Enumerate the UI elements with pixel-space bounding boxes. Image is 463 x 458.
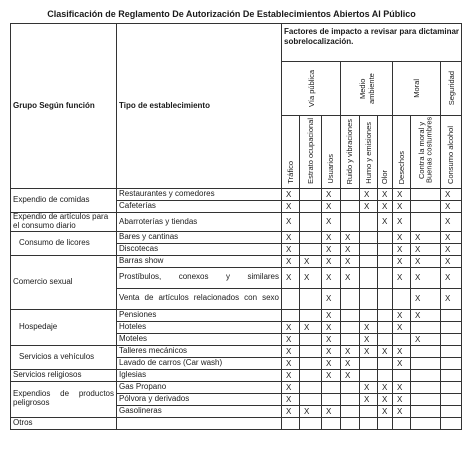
impact-mark: [300, 357, 322, 369]
impact-mark: [300, 381, 322, 393]
impact-mark: [411, 189, 441, 201]
impact-mark: X: [282, 321, 300, 333]
establishment-type: Venta de artículos relacionados con sexo: [117, 288, 282, 309]
impact-mark: X: [322, 405, 341, 417]
impact-mark: X: [393, 231, 411, 243]
impact-mark: X: [322, 231, 341, 243]
header-factor-label: Estrato ocupacional: [305, 118, 315, 184]
impact-mark: X: [282, 393, 300, 405]
impact-mark: X: [441, 288, 462, 309]
impact-mark: X: [341, 243, 360, 255]
impact-mark: [360, 213, 378, 232]
impact-mark: X: [441, 201, 462, 213]
table-row: [11, 345, 462, 357]
impact-mark: X: [360, 201, 378, 213]
impact-mark: [360, 243, 378, 255]
impact-mark: X: [300, 267, 322, 288]
header-factor-label: Ruido y vibraciones: [345, 118, 355, 184]
impact-mark: X: [341, 357, 360, 369]
impact-mark: [393, 288, 411, 309]
impact-mark: X: [393, 189, 411, 201]
header-factor: [360, 116, 378, 189]
impact-mark: X: [393, 321, 411, 333]
impact-mark: X: [393, 267, 411, 288]
impact-mark: [341, 309, 360, 321]
establishment-type: Prostíbulos, conexos y similares: [117, 267, 282, 288]
impact-mark: X: [282, 243, 300, 255]
header-factor-label: Contra la moral y Buenas costumbres: [417, 116, 434, 184]
impact-mark: X: [322, 321, 341, 333]
impact-mark: X: [322, 369, 341, 381]
impact-mark: [360, 417, 378, 429]
impact-mark: X: [393, 243, 411, 255]
impact-mark: [300, 393, 322, 405]
impact-mark: [441, 357, 462, 369]
impact-mark: X: [341, 369, 360, 381]
impact-mark: [341, 333, 360, 345]
group-name: Hospedaje: [11, 309, 117, 345]
impact-mark: [441, 393, 462, 405]
impact-mark: [360, 267, 378, 288]
group-name: Expendios de productos peligrosos: [11, 381, 117, 417]
classification-table: [10, 23, 462, 430]
table-row: [11, 189, 462, 201]
header-category-label: Seguridad: [446, 71, 456, 106]
impact-mark: [360, 255, 378, 267]
impact-mark: [341, 381, 360, 393]
impact-mark: [282, 417, 300, 429]
impact-mark: [441, 381, 462, 393]
establishment-type: Gasolineras: [117, 405, 282, 417]
impact-mark: X: [300, 255, 322, 267]
impact-mark: X: [341, 345, 360, 357]
header-factor-label: Humo y emisiones: [363, 122, 373, 184]
impact-mark: X: [322, 345, 341, 357]
impact-mark: [378, 243, 393, 255]
header-tipo: Tipo de establecimiento: [117, 24, 282, 189]
impact-mark: [378, 321, 393, 333]
header-category-label: Vía pública: [306, 69, 316, 108]
impact-mark: [341, 288, 360, 309]
impact-mark: [411, 357, 441, 369]
impact-mark: X: [393, 309, 411, 321]
impact-mark: X: [393, 381, 411, 393]
impact-mark: X: [441, 189, 462, 201]
header-factor-label: Desechos: [396, 150, 406, 184]
impact-mark: [378, 255, 393, 267]
impact-mark: X: [282, 381, 300, 393]
impact-mark: X: [322, 213, 341, 232]
impact-mark: [300, 231, 322, 243]
impact-mark: [341, 213, 360, 232]
table-header: [11, 24, 462, 189]
impact-mark: X: [378, 213, 393, 232]
header-category-label: Moral: [412, 79, 421, 98]
impact-mark: X: [393, 393, 411, 405]
impact-mark: [322, 381, 341, 393]
impact-mark: [441, 321, 462, 333]
impact-mark: [300, 309, 322, 321]
table-row: [11, 309, 462, 321]
impact-mark: X: [341, 231, 360, 243]
impact-mark: X: [393, 201, 411, 213]
impact-mark: [378, 288, 393, 309]
header-grupo: Grupo Según función: [11, 24, 117, 189]
impact-mark: [378, 357, 393, 369]
impact-mark: X: [411, 243, 441, 255]
impact-mark: X: [322, 255, 341, 267]
impact-mark: X: [411, 255, 441, 267]
impact-mark: X: [360, 333, 378, 345]
impact-mark: X: [282, 345, 300, 357]
impact-mark: [411, 381, 441, 393]
header-factor: [393, 116, 411, 189]
table-row: [11, 255, 462, 267]
impact-mark: [411, 321, 441, 333]
establishment-type: Pólvora y derivados: [117, 393, 282, 405]
impact-mark: [378, 369, 393, 381]
impact-mark: [341, 189, 360, 201]
impact-mark: [378, 267, 393, 288]
impact-mark: [300, 417, 322, 429]
impact-mark: [411, 405, 441, 417]
impact-mark: [378, 333, 393, 345]
header-category: [341, 62, 393, 116]
header-factores: Factores de impacto a revisar para dictaminar sobrelocalización.: [282, 24, 462, 62]
impact-mark: [341, 405, 360, 417]
impact-mark: [300, 189, 322, 201]
header-factor-label: Olor: [380, 169, 390, 184]
header-category: [282, 62, 341, 116]
impact-mark: [360, 231, 378, 243]
establishment-type: Barras show: [117, 255, 282, 267]
impact-mark: X: [378, 393, 393, 405]
impact-mark: [441, 405, 462, 417]
group-name: Otros: [11, 417, 117, 429]
impact-mark: [411, 393, 441, 405]
impact-mark: [378, 309, 393, 321]
group-name: Comercio sexual: [11, 255, 117, 309]
impact-mark: X: [322, 189, 341, 201]
impact-mark: [378, 417, 393, 429]
impact-mark: X: [393, 213, 411, 232]
impact-mark: [411, 213, 441, 232]
impact-mark: X: [300, 405, 322, 417]
impact-mark: X: [282, 333, 300, 345]
establishment-type: Discotecas: [117, 243, 282, 255]
impact-mark: X: [341, 255, 360, 267]
impact-mark: X: [378, 189, 393, 201]
impact-mark: [300, 369, 322, 381]
impact-mark: [300, 333, 322, 345]
header-factor: [411, 116, 441, 189]
impact-mark: [360, 357, 378, 369]
impact-mark: [441, 333, 462, 345]
establishment-type: Pensiones: [117, 309, 282, 321]
impact-mark: [300, 213, 322, 232]
impact-mark: [393, 417, 411, 429]
impact-mark: [360, 309, 378, 321]
impact-mark: X: [393, 405, 411, 417]
establishment-type: Talleres mecánicos: [117, 345, 282, 357]
impact-mark: [282, 309, 300, 321]
impact-mark: [411, 201, 441, 213]
impact-mark: [300, 345, 322, 357]
establishment-type: Hoteles: [117, 321, 282, 333]
impact-mark: [378, 231, 393, 243]
establishment-type: Bares y cantinas: [117, 231, 282, 243]
impact-mark: [441, 369, 462, 381]
header-category: [441, 62, 462, 116]
impact-mark: [282, 288, 300, 309]
impact-mark: X: [322, 243, 341, 255]
establishment-type: Lavado de carros (Car wash): [117, 357, 282, 369]
impact-mark: [341, 201, 360, 213]
impact-mark: X: [282, 255, 300, 267]
impact-mark: [322, 393, 341, 405]
impact-mark: [393, 369, 411, 381]
impact-mark: [441, 417, 462, 429]
table-row: [11, 417, 462, 429]
establishment-type: [117, 417, 282, 429]
establishment-type: Moteles: [117, 333, 282, 345]
establishment-type: Restaurantes y comedores: [117, 189, 282, 201]
group-name: Consumo de licores: [11, 231, 117, 255]
impact-mark: X: [282, 213, 300, 232]
impact-mark: X: [360, 345, 378, 357]
impact-mark: X: [360, 321, 378, 333]
impact-mark: [300, 243, 322, 255]
impact-mark: [393, 333, 411, 345]
impact-mark: X: [322, 201, 341, 213]
impact-mark: X: [282, 369, 300, 381]
establishment-type: Iglesias: [117, 369, 282, 381]
impact-mark: X: [282, 357, 300, 369]
header-category-label: Medio ambiente: [357, 73, 376, 104]
impact-mark: X: [282, 405, 300, 417]
impact-mark: X: [441, 243, 462, 255]
impact-mark: X: [360, 393, 378, 405]
group-name: Expendio de artículos para el consumo diario: [11, 213, 117, 232]
impact-mark: [360, 405, 378, 417]
header-factor: [441, 116, 462, 189]
impact-mark: X: [441, 231, 462, 243]
header-factor: [282, 116, 300, 189]
impact-mark: X: [282, 231, 300, 243]
impact-mark: [360, 288, 378, 309]
impact-mark: [411, 369, 441, 381]
impact-mark: X: [441, 267, 462, 288]
impact-mark: X: [282, 189, 300, 201]
impact-mark: X: [282, 267, 300, 288]
impact-mark: [411, 345, 441, 357]
impact-mark: X: [378, 405, 393, 417]
impact-mark: X: [341, 267, 360, 288]
header-factor: [378, 116, 393, 189]
impact-mark: X: [393, 345, 411, 357]
impact-mark: X: [322, 309, 341, 321]
table-row: [11, 381, 462, 393]
impact-mark: X: [300, 321, 322, 333]
impact-mark: X: [393, 255, 411, 267]
header-factor-label: Consumo alcohol: [446, 126, 456, 184]
impact-mark: X: [360, 381, 378, 393]
group-name: Servicios a vehículos: [11, 345, 117, 369]
impact-mark: X: [378, 345, 393, 357]
impact-mark: X: [378, 201, 393, 213]
impact-mark: X: [411, 231, 441, 243]
table-row: [11, 213, 462, 232]
impact-mark: [300, 201, 322, 213]
impact-mark: [300, 288, 322, 309]
page-title: Clasificación de Reglamento De Autorización De Establecimientos Abiertos Al Público: [47, 9, 416, 19]
impact-mark: X: [360, 189, 378, 201]
header-factor: [300, 116, 322, 189]
impact-mark: X: [282, 201, 300, 213]
header-factor: [322, 116, 341, 189]
table-body: [11, 189, 462, 430]
group-name: Servicios religiosos: [11, 369, 117, 381]
impact-mark: X: [411, 288, 441, 309]
impact-mark: X: [393, 357, 411, 369]
impact-mark: X: [322, 288, 341, 309]
impact-mark: X: [322, 267, 341, 288]
impact-mark: X: [322, 333, 341, 345]
impact-mark: [441, 345, 462, 357]
impact-mark: [341, 393, 360, 405]
group-name: Expendio de comidas: [11, 189, 117, 213]
impact-mark: [341, 321, 360, 333]
impact-mark: X: [411, 267, 441, 288]
impact-mark: X: [411, 333, 441, 345]
impact-mark: [341, 417, 360, 429]
impact-mark: X: [441, 213, 462, 232]
table-row: [11, 369, 462, 381]
header-factor: [341, 116, 360, 189]
establishment-type: Cafeterías: [117, 201, 282, 213]
impact-mark: X: [411, 309, 441, 321]
impact-mark: [441, 309, 462, 321]
establishment-type: Abarroterías y tiendas: [117, 213, 282, 232]
establishment-type: Gas Propano: [117, 381, 282, 393]
header-factor-label: Tráfico: [285, 161, 295, 184]
header-category: [393, 62, 441, 116]
header-factor-label: Usuarios: [326, 154, 336, 184]
impact-mark: [411, 417, 441, 429]
impact-mark: X: [378, 381, 393, 393]
impact-mark: X: [322, 357, 341, 369]
impact-mark: [322, 417, 341, 429]
impact-mark: [360, 369, 378, 381]
impact-mark: X: [441, 255, 462, 267]
table-row: [11, 231, 462, 243]
